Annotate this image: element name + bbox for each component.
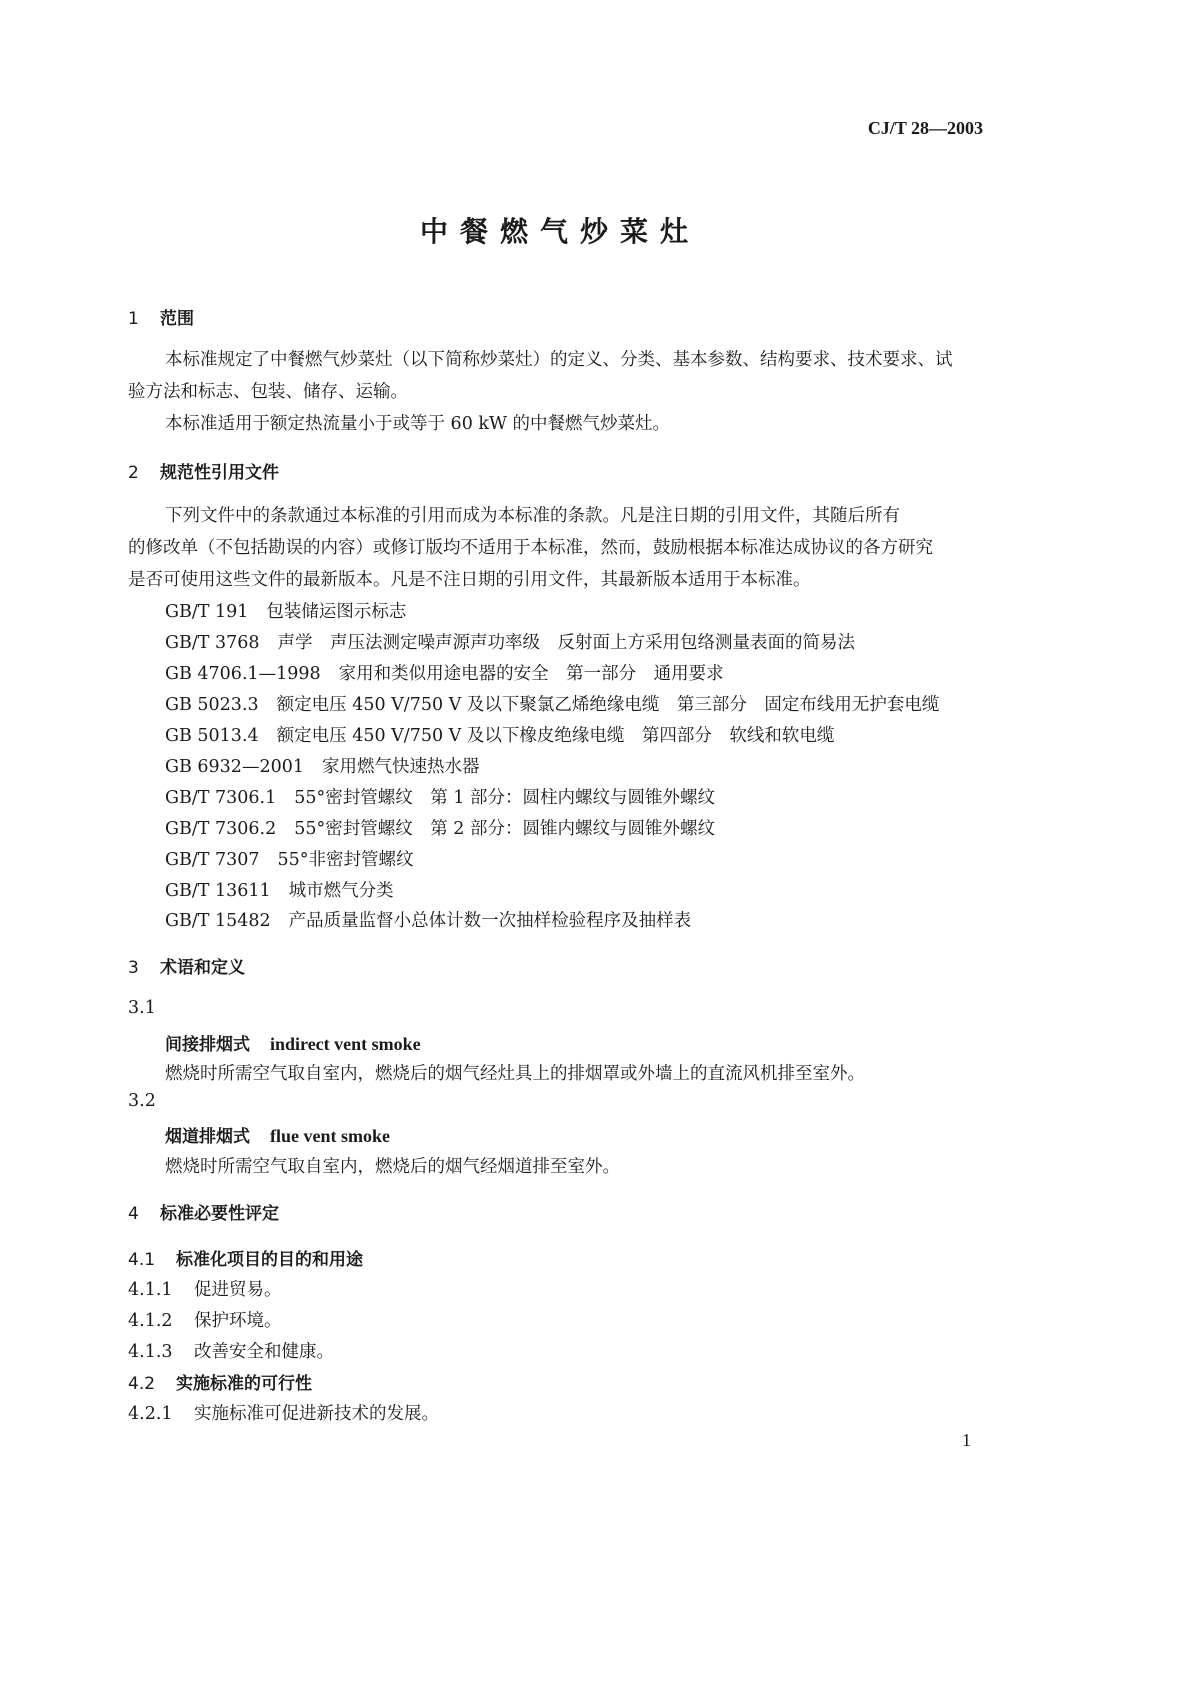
reference-item bbox=[165, 877, 394, 902]
reference-code: GB 4706.1—1998 bbox=[165, 664, 321, 684]
term-chinese: 间接排烟式 bbox=[165, 1035, 250, 1055]
section-number: 2 bbox=[128, 463, 139, 483]
reference-code: GB/T 191 bbox=[165, 602, 249, 622]
reference-item bbox=[165, 753, 479, 778]
term-english: indirect vent smoke bbox=[270, 1034, 421, 1054]
reference-title: 城市燃气分类 bbox=[288, 881, 394, 901]
s2-paragraph-line-2: 的修改单（不包括勘误的内容）或修订版均不适用于本标准，然而，鼓励根据本标准达成协议的各方研究 bbox=[128, 538, 933, 558]
reference-item bbox=[165, 846, 414, 871]
reference-item bbox=[165, 660, 724, 685]
clause-text: 实施标准可促进新技术的发展。 bbox=[194, 1404, 439, 1424]
reference-code: GB/T 7306.1 bbox=[165, 788, 277, 808]
standard-code: CJ/T 28—2003 bbox=[867, 118, 983, 138]
reference-title: 额定电压 450 V/750 V 及以下聚氯乙烯绝缘电缆 第三部分 固定布线用无护套电缆 bbox=[276, 695, 940, 715]
reference-title: 额定电压 450 V/750 V 及以下橡皮绝缘电缆 第四部分 软线和软电缆 bbox=[276, 726, 835, 746]
term-definition: 燃烧时所需空气取自室内，燃烧后的烟气经烟道排至室外。 bbox=[165, 1157, 620, 1177]
s1-paragraph-1-line-1: 本标准规定了中餐燃气炒菜灶（以下简称炒菜灶）的定义、分类、基本参数、结构要求、技术要求、试 bbox=[165, 350, 953, 370]
reference-item bbox=[165, 907, 691, 932]
s2-paragraph-line-1: 下列文件中的条款通过本标准的引用而成为本标准的条款。凡是注日期的引用文件，其随后所有 bbox=[165, 506, 900, 526]
reference-item bbox=[165, 691, 939, 716]
reference-item bbox=[165, 722, 834, 747]
clause-text: 改善安全和健康。 bbox=[194, 1342, 334, 1362]
term-heading bbox=[165, 1122, 390, 1147]
section-3-heading bbox=[128, 953, 245, 978]
term-english: flue vent smoke bbox=[270, 1126, 390, 1146]
reference-code: GB/T 7307 bbox=[165, 850, 260, 870]
reference-title: 家用燃气快速热水器 bbox=[321, 757, 480, 777]
reference-title: 55°非密封管螺纹 bbox=[277, 850, 414, 870]
clause-4-1-2 bbox=[128, 1307, 282, 1332]
section-4-heading bbox=[128, 1199, 279, 1224]
page-number: 1 bbox=[962, 1430, 971, 1450]
reference-code: GB/T 13611 bbox=[165, 881, 271, 901]
clause-number: 4.1.3 bbox=[128, 1342, 173, 1362]
clause-number: 4.1.2 bbox=[128, 1311, 173, 1331]
reference-code: GB/T 15482 bbox=[165, 911, 271, 931]
clause-text: 保护环境。 bbox=[194, 1311, 282, 1331]
reference-title: 55°密封管螺纹 第 2 部分：圆锥内螺纹与圆锥外螺纹 bbox=[294, 819, 715, 839]
reference-item bbox=[165, 815, 715, 840]
reference-code: GB 5013.4 bbox=[165, 726, 259, 746]
section-number: 4 bbox=[128, 1204, 139, 1224]
subsection-number: 4.1 bbox=[128, 1250, 156, 1270]
reference-code: GB 5023.3 bbox=[165, 695, 259, 715]
s1-paragraph-2: 本标准适用于额定热流量小于或等于 60 kW 的中餐燃气炒菜灶。 bbox=[165, 414, 671, 434]
reference-title: 包装储运图示标志 bbox=[266, 602, 407, 622]
reference-title: 家用和类似用途电器的安全 第一部分 通用要求 bbox=[338, 664, 724, 684]
s2-paragraph-line-3: 是否可使用这些文件的最新版本。凡是不注日期的引用文件，其最新版本适用于本标准。 bbox=[128, 570, 811, 590]
s1-paragraph-1-line-2: 验方法和标志、包装、储存、运输。 bbox=[128, 382, 408, 402]
term-heading bbox=[165, 1030, 421, 1055]
clause-number: 4.2.1 bbox=[128, 1404, 173, 1424]
term-definition: 燃烧时所需空气取自室内，燃烧后的烟气经灶具上的排烟罩或外墙上的直流风机排至室外。 bbox=[165, 1064, 865, 1084]
reference-title: 声学 声压法测定噪声源声功率级 反射面上方采用包络测量表面的简易法 bbox=[277, 633, 856, 653]
reference-title: 产品质量监督小总体计数一次抽样检验程序及抽样表 bbox=[288, 911, 692, 931]
clause-4-1-3 bbox=[128, 1338, 334, 1363]
subsection-number: 4.2 bbox=[128, 1374, 156, 1394]
clause-number: 4.1.1 bbox=[128, 1280, 173, 1300]
clause-4-1-1 bbox=[128, 1276, 282, 1301]
document-title: 中餐燃气炒菜灶 bbox=[419, 215, 700, 248]
section-title: 术语和定义 bbox=[160, 958, 245, 978]
section-number: 1 bbox=[128, 309, 139, 329]
reference-code: GB 6932—2001 bbox=[165, 757, 304, 777]
subsection-4-2-heading bbox=[128, 1369, 312, 1394]
section-1-heading bbox=[128, 304, 194, 329]
reference-title: 55°密封管螺纹 第 1 部分：圆柱内螺纹与圆锥外螺纹 bbox=[294, 788, 715, 808]
reference-item bbox=[165, 784, 715, 809]
reference-code: GB/T 3768 bbox=[165, 633, 260, 653]
section-2-heading bbox=[128, 458, 279, 483]
section-title: 规范性引用文件 bbox=[160, 463, 279, 483]
clause-4-2-1 bbox=[128, 1400, 439, 1425]
reference-item bbox=[165, 629, 855, 654]
subsection-title: 标准化项目的目的和用途 bbox=[176, 1250, 363, 1270]
reference-item bbox=[165, 598, 406, 623]
term-chinese: 烟道排烟式 bbox=[165, 1127, 250, 1147]
subsection-title: 实施标准的可行性 bbox=[176, 1374, 312, 1394]
section-title: 范围 bbox=[160, 309, 194, 329]
section-title: 标准必要性评定 bbox=[160, 1204, 279, 1224]
subsection-4-1-heading bbox=[128, 1245, 363, 1270]
clause-text: 促进贸易。 bbox=[194, 1280, 282, 1300]
term-number: 3.1 bbox=[128, 998, 156, 1018]
reference-code: GB/T 7306.2 bbox=[165, 819, 277, 839]
section-number: 3 bbox=[128, 958, 139, 978]
term-number: 3.2 bbox=[128, 1091, 156, 1111]
